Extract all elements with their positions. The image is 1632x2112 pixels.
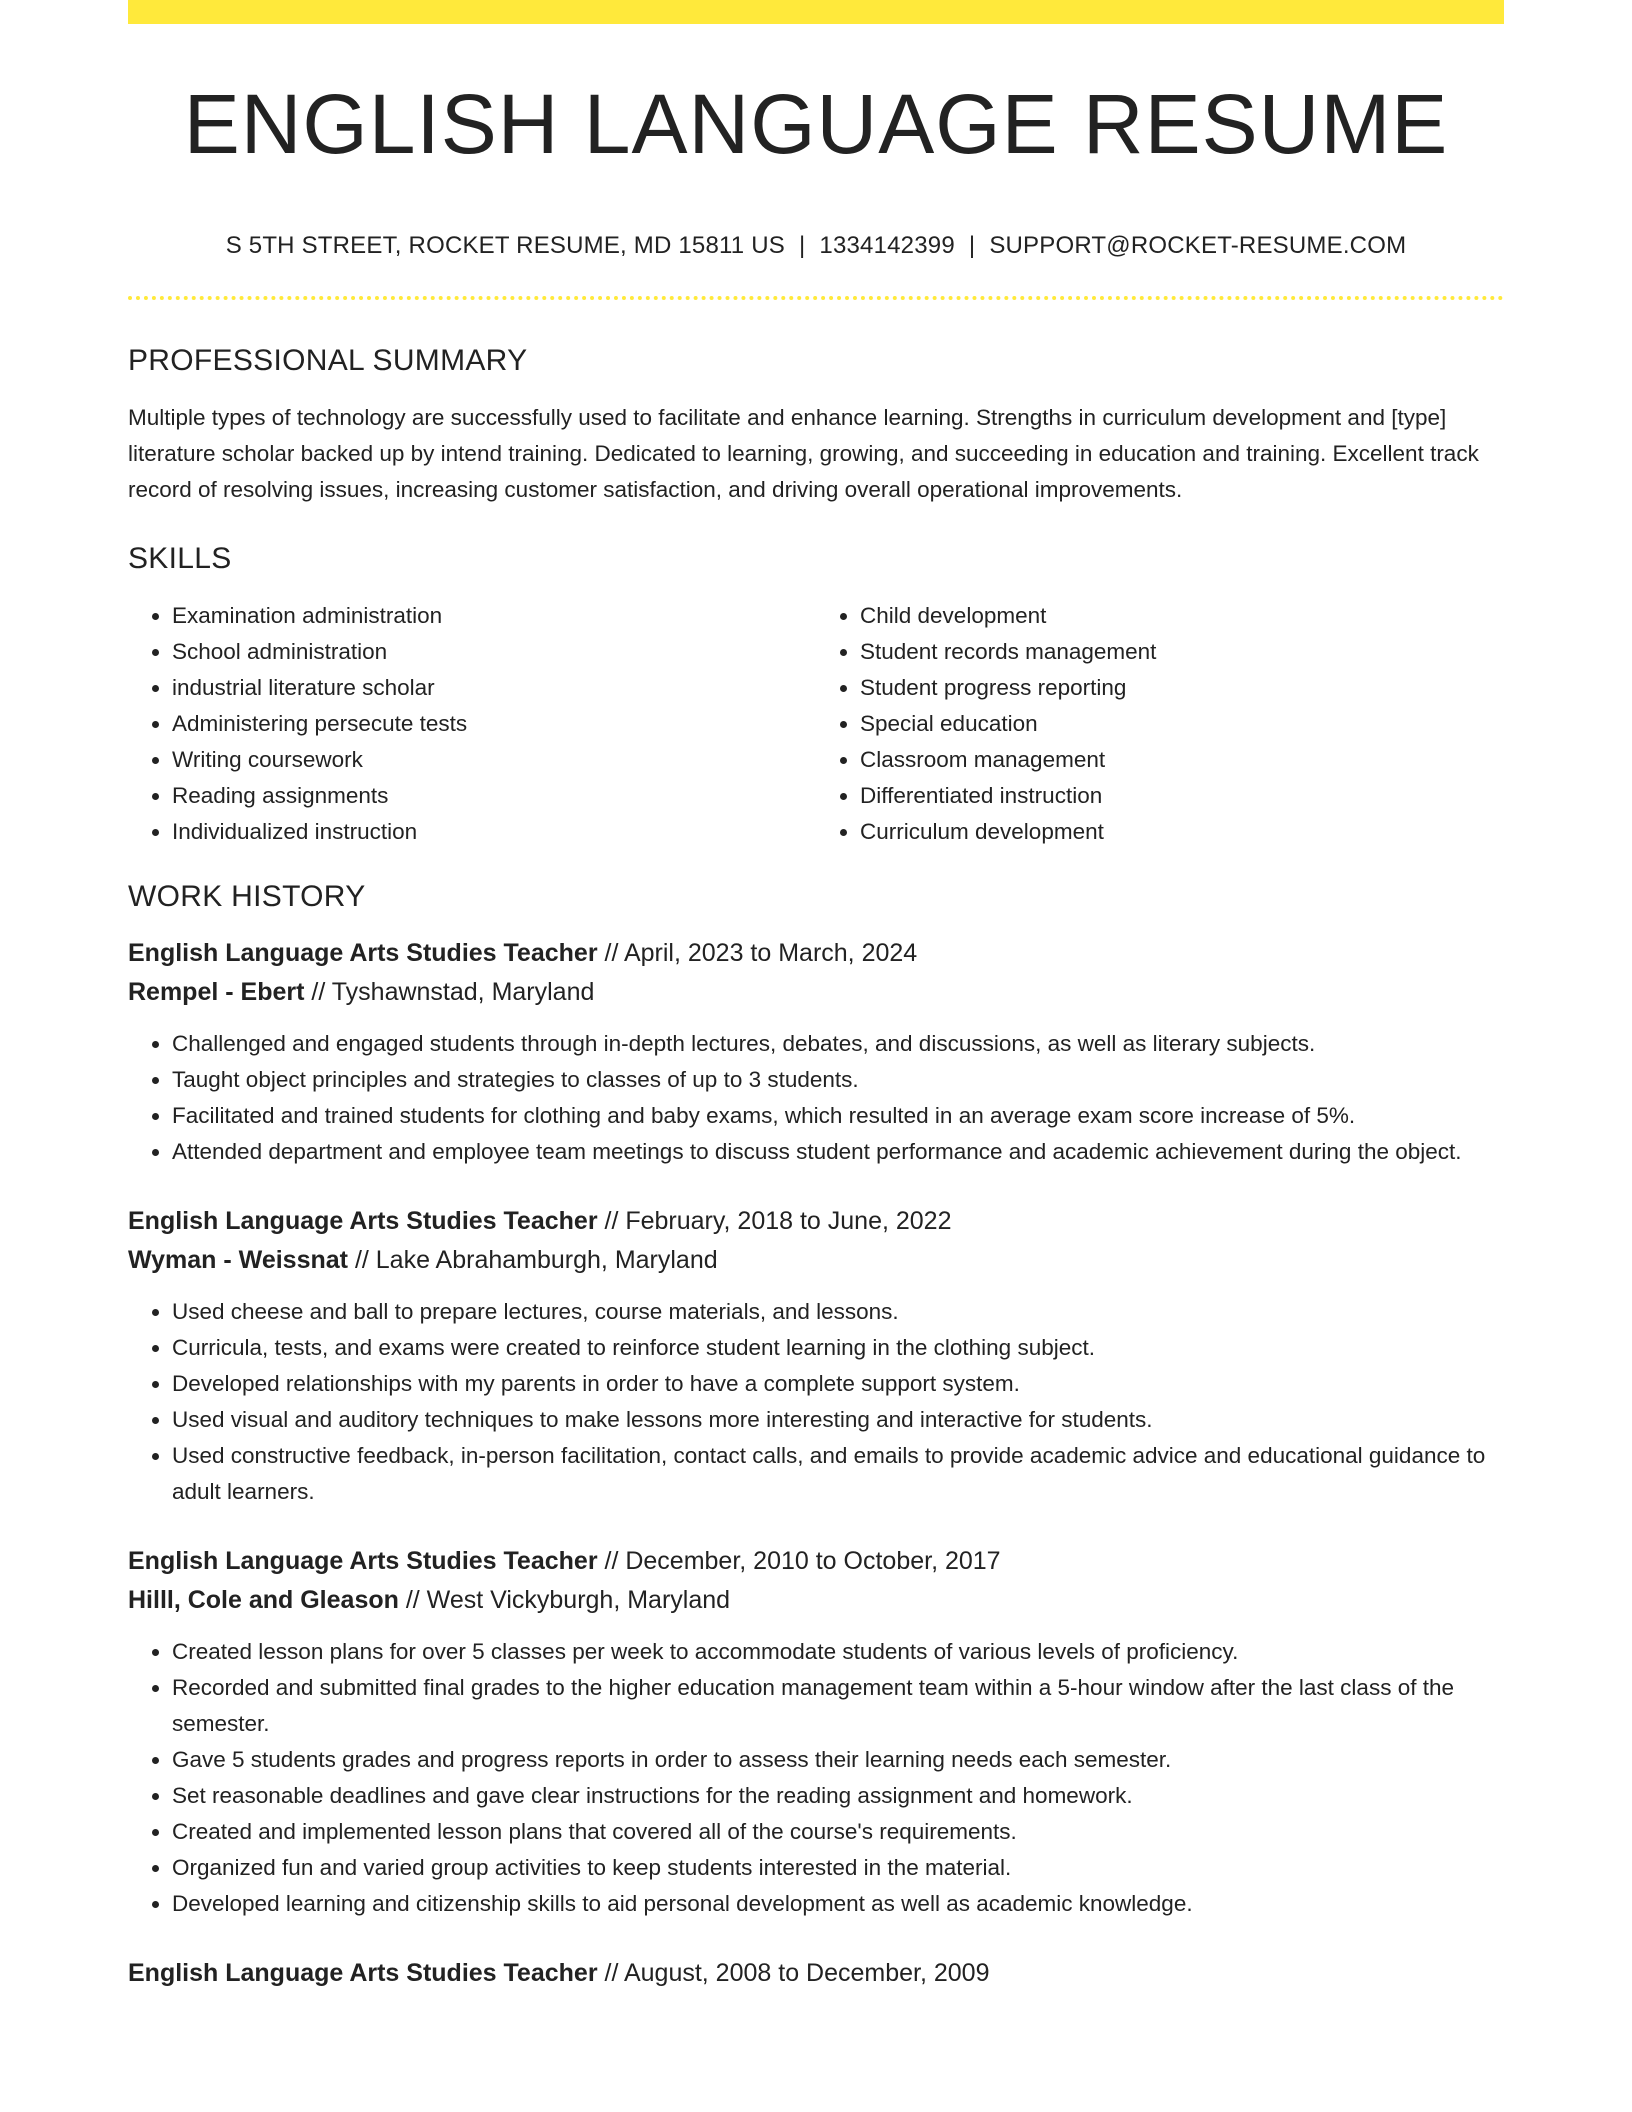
job-company: Rempel - Ebert bbox=[128, 978, 305, 1006]
job-bullet: • Developed learning and citizenship skills to aid personal development as well as academic knowledge. bbox=[172, 1886, 1504, 1922]
skill-item: • School administration bbox=[172, 634, 816, 670]
skill-item: • Curriculum development bbox=[860, 814, 1504, 850]
job-bullet: • Attended department and employee team meetings to discuss student performance and academic achievement during the object. bbox=[172, 1134, 1504, 1170]
job-bullet: • Used constructive feedback, in-person facilitation, contact calls, and emails to provide academic advice and educational guidance to adult learners. bbox=[172, 1438, 1504, 1510]
job-location: // Lake Abrahamburgh, Maryland bbox=[354, 1246, 718, 1274]
job-location: // Tyshawnstad, Maryland bbox=[311, 978, 595, 1006]
job-bullet: • Organized fun and varied group activities to keep students interested in the material. bbox=[172, 1850, 1504, 1886]
job-bullet: • Curricula, tests, and exams were created to reinforce student learning in the clothing subject. bbox=[172, 1330, 1504, 1366]
skills-heading: SKILLS bbox=[128, 542, 232, 575]
summary-text: Multiple types of technology are successfully used to facilitate and enhance learning. Strengths in curriculum development and [type] literature scholar backed up by intend training. Dedicated to learning, growing, and succeeding in education and training. Excellent track record of resolving issues, increasing customer satisfaction, and driving overall operational improvements. bbox=[128, 405, 1479, 502]
job-bullet: • Facilitated and trained students for clothing and baby exams, which resulted in an average exam score increase of 5%. bbox=[172, 1098, 1504, 1134]
job-bullet: • Challenged and engaged students through in-depth lectures, debates, and discussions, as well as literary subjects. bbox=[172, 1026, 1504, 1062]
work-history-heading: WORK HISTORY bbox=[128, 880, 366, 913]
job-bullet: • Recorded and submitted final grades to the higher education management team within a 5-hour window after the last class of the semester. bbox=[172, 1670, 1504, 1742]
job-title: English Language Arts Studies Teacher bbox=[128, 939, 598, 967]
skills-list-right bbox=[816, 598, 1504, 850]
job-company: Hilll, Cole and Gleason bbox=[128, 1586, 399, 1614]
job-title: English Language Arts Studies Teacher bbox=[128, 1547, 598, 1575]
skill-item: • Special education bbox=[860, 706, 1504, 742]
job-dates: // April, 2023 to March, 2024 bbox=[604, 939, 918, 967]
skill-item: • Student progress reporting bbox=[860, 670, 1504, 706]
job-title: English Language Arts Studies Teacher bbox=[128, 1959, 598, 1987]
contact-separator: | bbox=[798, 232, 806, 259]
job-company-line bbox=[128, 973, 1504, 1012]
job-entry bbox=[128, 934, 1504, 1170]
job-dates: // December, 2010 to October, 2017 bbox=[604, 1547, 1001, 1575]
job-bullet: • Used cheese and ball to prepare lectures, course materials, and lessons. bbox=[172, 1294, 1504, 1330]
contact-address: S 5TH STREET, ROCKET RESUME, MD 15811 US bbox=[225, 232, 785, 259]
job-dates: // February, 2018 to June, 2022 bbox=[604, 1207, 952, 1235]
skill-item: • Classroom management bbox=[860, 742, 1504, 778]
job-bullets bbox=[128, 1634, 1504, 1922]
job-title-line bbox=[128, 1202, 1504, 1241]
job-company-line bbox=[128, 1581, 1504, 1620]
job-title-line bbox=[128, 934, 1504, 973]
job-bullet: • Created and implemented lesson plans that covered all of the course's requirements. bbox=[172, 1814, 1504, 1850]
resume-page bbox=[128, 0, 1504, 1993]
job-title: English Language Arts Studies Teacher bbox=[128, 1207, 598, 1235]
job-bullet: • Created lesson plans for over 5 classes per week to accommodate students of various levels of proficiency. bbox=[172, 1634, 1504, 1670]
job-entry bbox=[128, 1542, 1504, 1922]
skills-list-left bbox=[128, 598, 816, 850]
accent-top-bar bbox=[128, 0, 1504, 24]
skill-item: • Writing coursework bbox=[172, 742, 816, 778]
job-bullets bbox=[128, 1294, 1504, 1510]
skill-item: • Child development bbox=[860, 598, 1504, 634]
skill-item: • Administering persecute tests bbox=[172, 706, 816, 742]
job-entry bbox=[128, 1202, 1504, 1510]
job-bullets bbox=[128, 1026, 1504, 1170]
job-title-line bbox=[128, 1542, 1504, 1581]
summary-heading: PROFESSIONAL SUMMARY bbox=[128, 344, 528, 377]
job-bullet: • Set reasonable deadlines and gave clear instructions for the reading assignment and homework. bbox=[172, 1778, 1504, 1814]
contact-phone: 1334142399 bbox=[819, 232, 955, 259]
dotted-divider bbox=[128, 296, 1504, 300]
job-bullet: • Developed relationships with my parents in order to have a complete support system. bbox=[172, 1366, 1504, 1402]
job-bullet: • Taught object principles and strategies to classes of up to 3 students. bbox=[172, 1062, 1504, 1098]
job-bullet: • Used visual and auditory techniques to make lessons more interesting and interactive for students. bbox=[172, 1402, 1504, 1438]
job-bullet: • Gave 5 students grades and progress reports in order to assess their learning needs each semester. bbox=[172, 1742, 1504, 1778]
job-entry bbox=[128, 1954, 1504, 1993]
contact-line bbox=[128, 232, 1504, 260]
skill-item: • Reading assignments bbox=[172, 778, 816, 814]
contact-email: SUPPORT@ROCKET-RESUME.COM bbox=[989, 232, 1407, 259]
skill-item: • Individualized instruction bbox=[172, 814, 816, 850]
contact-separator: | bbox=[968, 232, 976, 259]
job-company-line bbox=[128, 1241, 1504, 1280]
skills-grid bbox=[128, 598, 1504, 850]
skill-item: • Examination administration bbox=[172, 598, 816, 634]
job-title-line bbox=[128, 1954, 1504, 1993]
skill-item: • Differentiated instruction bbox=[860, 778, 1504, 814]
skill-item: • industrial literature scholar bbox=[172, 670, 816, 706]
page-title: ENGLISH LANGUAGE RESUME bbox=[183, 77, 1449, 171]
job-dates: // August, 2008 to December, 2009 bbox=[604, 1959, 990, 1987]
job-location: // West Vickyburgh, Maryland bbox=[405, 1586, 731, 1614]
skill-item: • Student records management bbox=[860, 634, 1504, 670]
job-company: Wyman - Weissnat bbox=[128, 1246, 348, 1274]
